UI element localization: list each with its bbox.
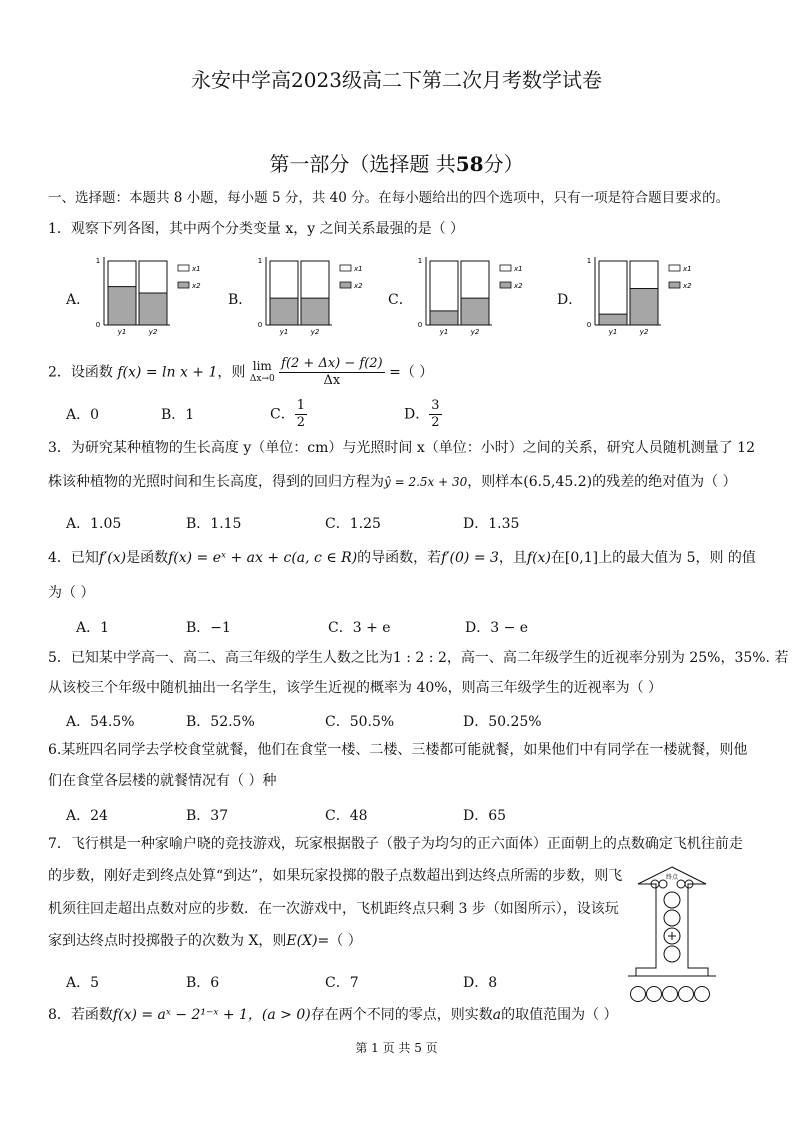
question-7-line3: 机须往回走超出点数对应的步数．在一次游戏中，飞机距终点只剩 3 步（如图所示），设该玩 — [48, 901, 619, 917]
legend-swatch-x1 — [669, 265, 680, 271]
q7-option-c: C．7 — [325, 975, 359, 991]
axis-label-1: 1 — [95, 257, 101, 265]
legend-swatch-x2 — [340, 282, 351, 288]
question-3-line1: 3．为研究某种植物的生长高度 y（单位：cm）与光照时间 x（单位：小时）之间的关系，研究人员随机测量了 12 — [48, 440, 755, 456]
tick-label-y1: y1 — [608, 328, 618, 336]
question-1-stem: 1．观察下列各图，其中两个分类变量 x，y 之间关系最强的是（ ） — [48, 221, 465, 237]
q7-option-b: B．6 — [186, 975, 220, 991]
question-4-line1: 4．已知f′(x)是函数f(x) = eˣ + ax + c(a, c ∈ R)的导函数，若f′(0) = 3，且f(x)在[0,1]上的最大值为 5，则 的值 — [48, 550, 756, 566]
q6-option-b: B．37 — [186, 808, 229, 824]
legend-label-x2: x2 — [514, 282, 523, 290]
bar-x2-y1 — [108, 287, 136, 325]
axis-label-1: 1 — [586, 257, 592, 265]
question-6-line2: 们在食堂各层楼的就餐情况有（ ）种 — [48, 773, 277, 789]
question-7-line2: 的步数，刚好走到终点处算“到达”，如果玩家投掷的骰子点数超出到达终点所需的步数，则飞 — [48, 868, 623, 884]
question-7-line1: 7．飞行棋是一种家喻户晓的竞技游戏，玩家根据骰子（骰子为均匀的正六面体）正面朝上的点数确定飞机往前走 — [48, 836, 743, 852]
q1-option-a-label: A． — [66, 292, 91, 308]
tick-label-y2: y2 — [148, 328, 158, 336]
part-heading: 第一部分（选择题 共58分） — [269, 152, 524, 176]
q1-panel-c — [416, 254, 556, 336]
legend-label-x2: x2 — [683, 282, 692, 290]
section-instructions: 一、选择题：本题共 8 小题，每小题 5 分，共 40 分。在每小题给出的四个选项中，只有一项是符合题目要求的。 — [48, 190, 730, 206]
question-8-stem: 8．若函数f(x) = aˣ − 2¹⁻ˣ + 1，(a > 0)存在两个不同的零点，则实数a的取值范围为（ ） — [48, 1007, 618, 1023]
axis-label-0: 0 — [95, 321, 101, 329]
legend-swatch-x2 — [500, 282, 511, 288]
q3-option-d: D．1.35 — [463, 516, 520, 532]
flight-chess-board-figure — [628, 864, 716, 1006]
q1-option-d-label: D． — [557, 292, 583, 308]
finish-label: 终点 — [665, 874, 679, 881]
bar-x2-y2 — [301, 298, 329, 325]
q4-option-c: C．3 + e — [328, 620, 391, 636]
q6-option-a: A．24 — [66, 808, 108, 824]
bar-x2-y2 — [461, 298, 489, 325]
question-7-line4: 家到达终点时投掷骰子的次数为 X，则E(X)=（ ） — [48, 933, 362, 949]
question-5-line1: 5．已知某中学高一、高二、高三年级的学生人数之比为1 : 2 : 2，高一、高二年级学生的近视率分别为 25%，35%. 若 — [48, 650, 789, 666]
question-2-stem: 2．设函数 f(x) = ln x + 1，则 lim Δx→0 $\frac{f(2 + \Delta x) - f(2)}{\Delta x}$ =（ ） — [48, 356, 434, 388]
q1-panel-d — [585, 254, 725, 336]
q3-option-c: C．1.25 — [325, 516, 381, 532]
q2-option-a: A．0 — [66, 407, 100, 423]
legend-label-x1: x1 — [514, 265, 523, 273]
q2-fraction: $\frac{f(2 + \Delta x) - f(2)}{\Delta x}$ — [281, 356, 383, 388]
q6-option-d: D．65 — [463, 808, 507, 824]
question-6-line1: 6.某班四名同学去学校食堂就餐，他们在食堂一楼、二楼、三楼都可能就餐，如果他们中有同学在一楼就餐，则他 — [48, 742, 748, 758]
q6-option-c: C．48 — [325, 808, 368, 824]
legend-label-x1: x1 — [192, 265, 201, 273]
exam-title: 永安中学高2023级高二下第二次月考数学试卷 — [191, 68, 602, 92]
legend-swatch-x1 — [500, 265, 511, 271]
axis-label-0: 0 — [586, 321, 592, 329]
q4-option-a: A．1 — [76, 620, 110, 636]
q4-option-b: B．−1 — [186, 620, 231, 636]
q2-option-b: B．1 — [161, 407, 195, 423]
bar-x2-y1 — [270, 298, 298, 325]
tick-label-y2: y2 — [470, 328, 480, 336]
tick-label-y2: y2 — [310, 328, 320, 336]
tick-label-y1: y1 — [439, 328, 449, 336]
question-3-line2: 株该种植物的光照时间和生长高度，得到的回归方程为ŷ = 2.5x + 30，则样本(6.5,45.2)的残差的绝对值为（ ） — [48, 474, 737, 490]
q1-option-c-label: C． — [388, 292, 413, 308]
q2-option-d: D． $\frac{3}{2}$ — [404, 398, 440, 430]
q5-option-d: D．50.25% — [463, 714, 542, 730]
bar-x2-y1 — [430, 311, 458, 325]
question-4-line2: 为（ ） — [48, 585, 95, 601]
tick-label-y1: y1 — [117, 328, 127, 336]
q3-option-b: B．1.15 — [186, 516, 242, 532]
question-5-line2: 从该校三个年级中随机抽出一名学生，该学生近视的概率为 40%，则高三年级学生的近视率为（ ） — [48, 680, 663, 696]
tick-label-y2: y2 — [639, 328, 649, 336]
q2-function: f(x) = ln x + 1 — [117, 364, 218, 381]
q2-option-c: C． $\frac{1}{2}$ — [270, 398, 305, 430]
legend-swatch-x1 — [178, 265, 189, 271]
q1-option-b-label: B． — [228, 292, 253, 308]
bar-x2-y2 — [630, 289, 658, 325]
q5-option-c: C．50.5% — [325, 714, 395, 730]
q5-option-a: A．54.5% — [66, 714, 135, 730]
legend-label-x2: x2 — [354, 282, 363, 290]
axis-label-1: 1 — [257, 257, 263, 265]
page-footer: 第 1 页 共 5 页 — [355, 1041, 438, 1055]
tick-label-y1: y1 — [279, 328, 289, 336]
bar-x2-y2 — [139, 293, 167, 325]
q4-option-d: D．3 − e — [465, 620, 529, 636]
axis-label-0: 0 — [257, 321, 263, 329]
legend-swatch-x1 — [340, 265, 351, 271]
bar-x2-y1 — [599, 314, 627, 325]
legend-swatch-x2 — [178, 282, 189, 288]
q7-option-d: D．8 — [463, 975, 498, 991]
q5-option-b: B．52.5% — [186, 714, 255, 730]
q1-panel-a — [94, 254, 234, 336]
q7-option-a: A．5 — [66, 975, 100, 991]
q2-limit: lim Δx→0 — [249, 358, 275, 384]
axis-label-0: 0 — [417, 321, 423, 329]
axis-label-1: 1 — [417, 257, 423, 265]
legend-label-x1: x1 — [683, 265, 692, 273]
legend-swatch-x2 — [669, 282, 680, 288]
q1-panel-b — [256, 254, 396, 336]
q3-option-a: A．1.05 — [66, 516, 122, 532]
legend-label-x1: x1 — [354, 265, 363, 273]
legend-label-x2: x2 — [192, 282, 201, 290]
